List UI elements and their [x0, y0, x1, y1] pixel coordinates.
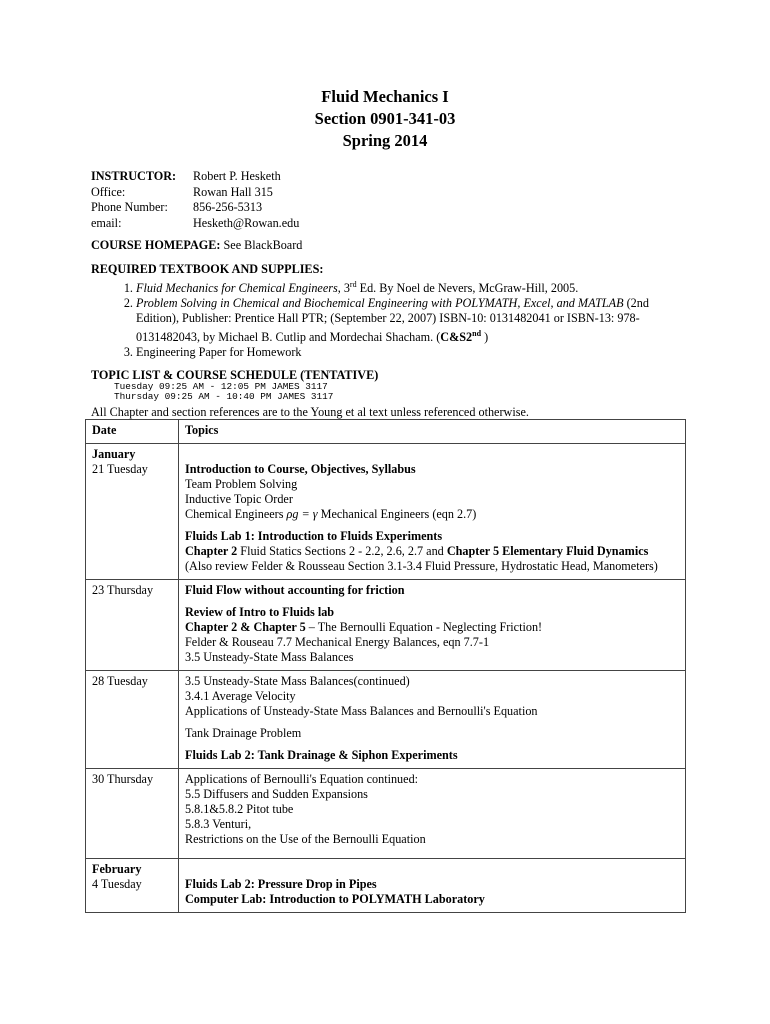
course-title: Fluid Mechanics I — [321, 87, 449, 106]
phone-value: 856-256-5313 — [193, 200, 263, 214]
topics-cell: Introduction to Course, Objectives, Syllabus Team Problem Solving Inductive Topic Order Chemical Engineers ρg = γ Mechanical Engineers (eqn 2.7) Fluids Lab 1: Introduction to Fluids Experiments Chapter 2 Fluid Statics Sections 2 - 2.2, 2.6, 2.7 and Chapter 5 Elementary Fluid Dynamics (Also review Felder & Rousseau Section 3.1-3.4 Fluid Pressure, Hydrostatic Head, Manometers) — [179, 444, 686, 580]
homepage-label: COURSE HOMEPAGE: — [91, 238, 221, 252]
column-header-topics: Topics — [179, 420, 686, 444]
instructor-name: Robert P. Hesketh — [193, 169, 281, 183]
course-section: Section 0901-341-03 — [314, 109, 456, 128]
class-time-thursday: Thursday 09:25 AM - 10:40 PM JAMES 3117 — [114, 391, 334, 402]
topics-cell: Fluids Lab 2: Pressure Drop in Pipes Computer Lab: Introduction to POLYMATH Laboratory — [179, 859, 686, 913]
homepage-value: See BlackBoard — [223, 238, 303, 252]
table-row — [86, 769, 686, 859]
textbook-item-1: 1. Fluid Mechanics for Chemical Engineers, 3rd Ed. By Noel de Nevers, McGraw-Hill, 2005. — [136, 277, 691, 296]
textbook-item-2: 2. Problem Solving in Chemical and Biochemical Engineering with POLYMATH, Excel, and MATLAB (2nd Edition), Publisher: Prentice Hall PTR; (September 22, 2007) ISBN-10: 0131482041 or ISBN-13: 978-0131482043, by Michael B. Cutlip and Mordechai Shacham. (C&S2nd ) — [136, 296, 691, 345]
date-cell: February 4 Tuesday — [86, 859, 179, 913]
topics-cell: Applications of Bernoulli's Equation continued: 5.5 Diffusers and Sudden Expansions 5.8.1&5.8.2 Pitot tube 5.8.3 Venturi, Restrictions on the Use of the Bernoulli Equation — [179, 769, 686, 859]
date-cell: 28 Tuesday — [86, 671, 179, 769]
topics-cell: Fluid Flow without accounting for friction Review of Intro to Fluids lab Chapter 2 & Chapter 5 – The Bernoulli Equation - Neglecting Friction! Felder & Rouseau 7.7 Mechanical Energy Balances, eqn 7.7-1 3.5 Unsteady-State Mass Balances — [179, 580, 686, 671]
schedule-heading: TOPIC LIST & COURSE SCHEDULE (TENTATIVE) — [91, 368, 379, 382]
topics-cell: 3.5 Unsteady-State Mass Balances(continued) 3.4.1 Average Velocity Applications of Unsteady-State Mass Balances and Bernoulli's Equation Tank Drainage Problem Fluids Lab 2: Tank Drainage & Siphon Experiments — [179, 671, 686, 769]
date-cell: January 21 Tuesday — [86, 444, 179, 580]
email-row — [91, 216, 299, 232]
course-title-block — [0, 86, 770, 152]
office-value: Rowan Hall 315 — [193, 184, 273, 199]
office-row — [91, 185, 299, 201]
table-header-row — [86, 420, 686, 444]
textbooks-heading: REQUIRED TEXTBOOK AND SUPPLIES: — [91, 262, 324, 276]
instructor-label: INSTRUCTOR: — [91, 169, 177, 183]
reference-note: All Chapter and section references are to the Young et al text unless referenced otherwise. — [91, 405, 529, 419]
schedule-table — [85, 419, 686, 913]
table-row — [86, 444, 686, 580]
instructor-info — [91, 169, 299, 231]
table-row — [86, 859, 686, 913]
phone-label: Phone Number: — [91, 200, 168, 214]
class-time-tuesday: Tuesday 09:25 AM - 12:05 PM JAMES 3117 — [114, 381, 328, 392]
column-header-date: Date — [86, 420, 179, 444]
course-term: Spring 2014 — [342, 131, 428, 150]
table-row — [86, 671, 686, 769]
email-value: Hesketh@Rowan.edu — [193, 215, 300, 230]
date-cell: 30 Thursday — [86, 769, 179, 859]
phone-row — [91, 200, 299, 216]
instructor-row — [91, 169, 299, 185]
textbook-list — [91, 277, 691, 360]
course-homepage — [91, 238, 302, 253]
required-textbooks — [91, 262, 691, 360]
textbook-item-3: 3. Engineering Paper for Homework — [136, 345, 691, 360]
office-label: Office: — [91, 184, 126, 199]
table-row — [86, 580, 686, 671]
email-label: email: — [91, 215, 122, 230]
date-cell: 23 Thursday — [86, 580, 179, 671]
